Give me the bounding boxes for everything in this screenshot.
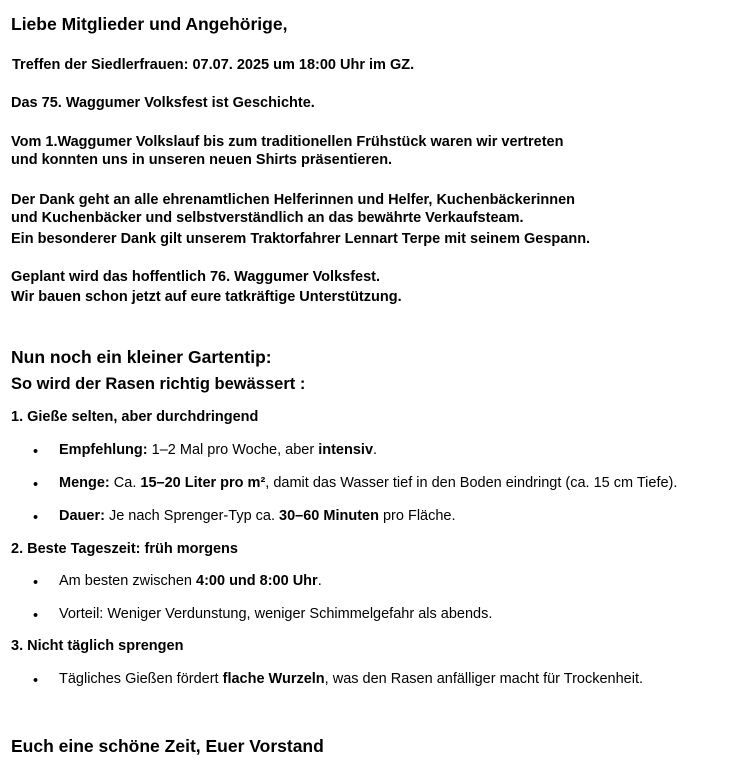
item-emphasis: 4:00 und 8:00 Uhr	[196, 573, 318, 589]
closing-signature: Euch eine schöne Zeit, Euer Vorstand	[11, 736, 324, 756]
item-emphasis: 15–20 Liter pro m²	[140, 475, 266, 491]
list-item	[59, 475, 677, 491]
garden-tip-subtitle: So wird der Rasen richtig bewässert :	[11, 375, 306, 393]
para1-line-1: Vom 1.Waggumer Volkslauf bis zum traditionellen Frühstück waren wir vertreten	[11, 134, 564, 150]
item-label: Menge:	[59, 475, 110, 491]
para1-line-2: und konnten uns in unseren neuen Shirts präsentieren.	[11, 152, 393, 168]
item-label: Empfehlung:	[59, 442, 148, 458]
para2-line-2: und Kuchenbäcker und selbstverständlich an das bewährte Verkaufsteam.	[11, 210, 524, 226]
section-heading-1: 1. Gieße selten, aber durchdringend	[11, 409, 259, 425]
item-text: Tägliches Gießen fördert	[59, 671, 223, 687]
greeting-heading: Liebe Mitglieder und Angehörige,	[11, 14, 288, 34]
para2-line-3: Ein besonderer Dank gilt unserem Traktorfahrer Lennart Terpe mit seinem Gespann.	[11, 231, 591, 247]
item-text: Ca.	[109, 475, 141, 491]
item-text: Je nach Sprenger-Typ ca.	[104, 508, 280, 524]
item-emphasis: 30–60 Minuten	[279, 508, 379, 524]
history-line: Das 75. Waggumer Volksfest ist Geschichte.	[11, 95, 315, 111]
item-emphasis: intensiv	[318, 442, 374, 458]
bullet-icon: •	[33, 608, 39, 624]
list-item	[59, 606, 492, 622]
garden-tip-title: Nun noch ein kleiner Gartentip:	[11, 347, 272, 367]
para3-line-1: Geplant wird das hoffentlich 76. Waggumer Volksfest.	[11, 269, 381, 285]
bullet-icon: •	[33, 510, 39, 526]
list-item	[59, 671, 643, 687]
bullet-icon: •	[33, 575, 39, 591]
item-text: pro Fläche.	[378, 508, 456, 524]
item-text: Am besten zwischen	[59, 573, 197, 589]
section-heading-3: 3. Nicht täglich sprengen	[11, 638, 184, 654]
item-text: , damit das Wasser tief in den Boden eindringt (ca. 15 cm Tiefe).	[265, 475, 678, 491]
list-item	[59, 508, 456, 524]
list-item	[59, 573, 322, 589]
para3-line-2: Wir bauen schon jetzt auf eure tatkräftige Unterstützung.	[11, 289, 402, 305]
bullet-icon: •	[33, 673, 39, 689]
item-label: Dauer:	[59, 508, 105, 524]
item-text: , was den Rasen anfälliger macht für Trockenheit.	[324, 671, 644, 687]
item-text: .	[373, 442, 378, 458]
bullet-icon: •	[33, 477, 39, 493]
meeting-notice: Treffen der Siedlerfrauen: 07.07. 2025 um 18:00 Uhr im GZ.	[12, 57, 415, 73]
section-heading-2: 2. Beste Tageszeit: früh morgens	[11, 541, 238, 557]
item-emphasis: flache Wurzeln	[222, 671, 325, 687]
bullet-icon: •	[33, 444, 39, 460]
para2-line-1: Der Dank geht an alle ehrenamtlichen Helferinnen und Helfer, Kuchenbäckerinnen	[11, 192, 576, 208]
item-text: 1–2 Mal pro Woche, aber	[147, 442, 319, 458]
list-item	[59, 442, 377, 458]
item-text: Vorteil: Weniger Verdunstung, weniger Schimmelgefahr als abends.	[59, 606, 493, 622]
item-text: .	[317, 573, 322, 589]
